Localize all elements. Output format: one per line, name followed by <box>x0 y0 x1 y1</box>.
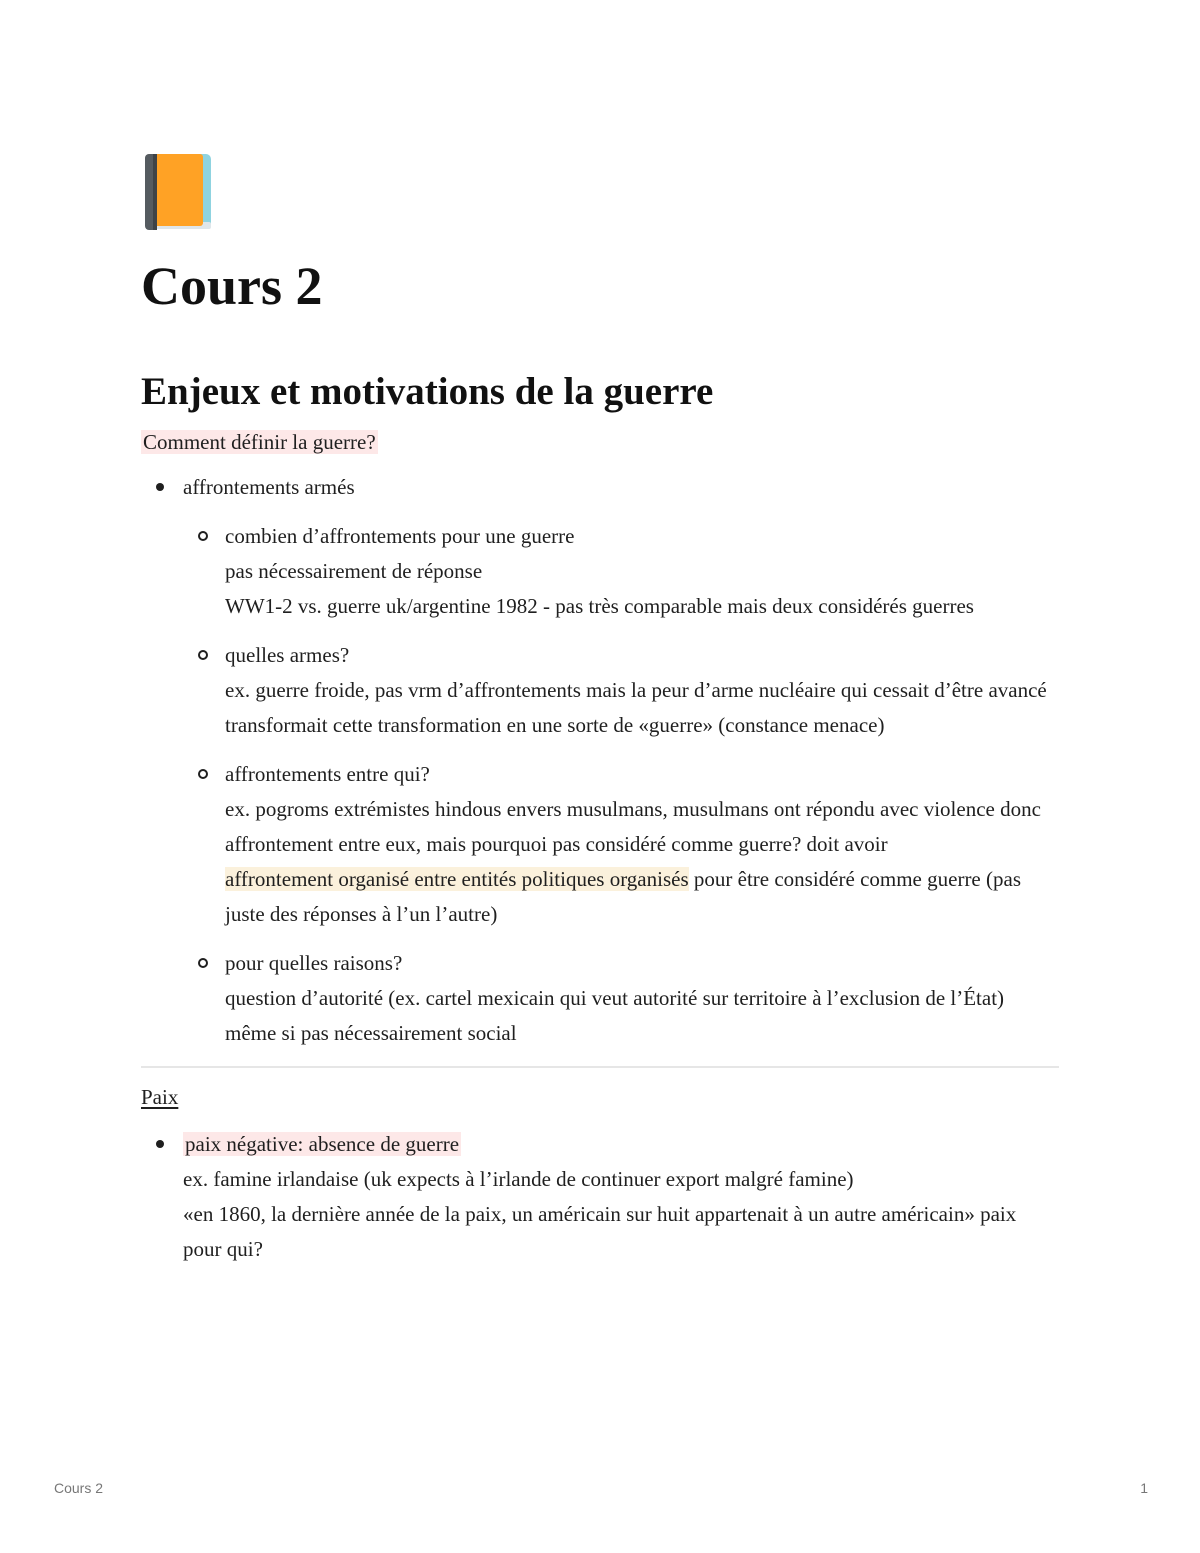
sub-list-item <box>183 519 1059 624</box>
footer-page-number: 1 <box>1140 1480 1148 1496</box>
sub-item-text: pas nécessairement de réponse <box>225 559 483 583</box>
definition-question <box>141 425 1059 460</box>
section-heading: Enjeux et motivations de la guerre <box>141 370 714 413</box>
highlighted-text: affrontement organisé entre entités politiques organisés <box>225 867 689 891</box>
sub-item-heading: affrontements entre qui? <box>225 762 430 786</box>
sub-bullet-list <box>183 519 1059 1051</box>
sub-list-item <box>183 757 1059 932</box>
list-item-text: ex. famine irlandaise (uk expects à l’irlande de continuer export malgré famine) <box>183 1167 854 1191</box>
sub-item-text-continued: pour être considéré comme guerre (pas juste des réponses à l’un l’autre) <box>225 867 1021 926</box>
highlighted-text: paix négative: absence de guerre <box>185 1132 460 1156</box>
orange-book-icon <box>141 150 213 234</box>
peace-bullet-list <box>141 1127 1059 1267</box>
divider <box>141 1066 1059 1068</box>
sub-item-text: ex. pogroms extrémistes hindous envers musulmans, musulmans ont répondu avec violence donc affrontement entre eux, mais pourquoi pas considéré comme guerre? doit avoir <box>225 797 1041 856</box>
sub-item-text <box>225 862 1059 932</box>
peace-heading: Paix <box>141 1085 179 1109</box>
highlighted-question: Comment définir la guerre? <box>143 430 376 454</box>
sub-list-item <box>183 638 1059 743</box>
list-item-text: «en 1860, la dernière année de la paix, un américain sur huit appartenait à un autre américain» paix pour qui? <box>183 1202 1017 1261</box>
peace-heading-row <box>141 1080 1059 1115</box>
list-item <box>141 1127 1059 1267</box>
sub-item-text: WW1-2 vs. guerre uk/argentine 1982 - pas très comparable mais deux considérés guerres <box>225 594 974 618</box>
sub-item-heading: quelles armes? <box>225 643 350 667</box>
sub-list-item <box>183 946 1059 1051</box>
sub-item-heading: pour quelles raisons? <box>225 951 403 975</box>
list-item-label: affrontements armés <box>183 475 355 499</box>
footer-document-title: Cours 2 <box>54 1480 104 1496</box>
page-content <box>141 150 1059 1267</box>
sub-item-text: question d’autorité (ex. cartel mexicain qui veut autorité sur territoire à l’exclusion de l’État) même si pas nécessairement social <box>225 986 1005 1045</box>
list-item <box>141 470 1059 1051</box>
war-bullet-list <box>141 470 1059 1051</box>
sub-item-heading: combien d’affrontements pour une guerre <box>225 524 575 548</box>
page-title: Cours 2 <box>141 256 323 316</box>
sub-item-text: ex. guerre froide, pas vrm d’affrontements mais la peur d’arme nucléaire qui cessait d’être avancé transformait cette transformation en une sorte de «guerre» (constance menace) <box>225 678 1047 737</box>
